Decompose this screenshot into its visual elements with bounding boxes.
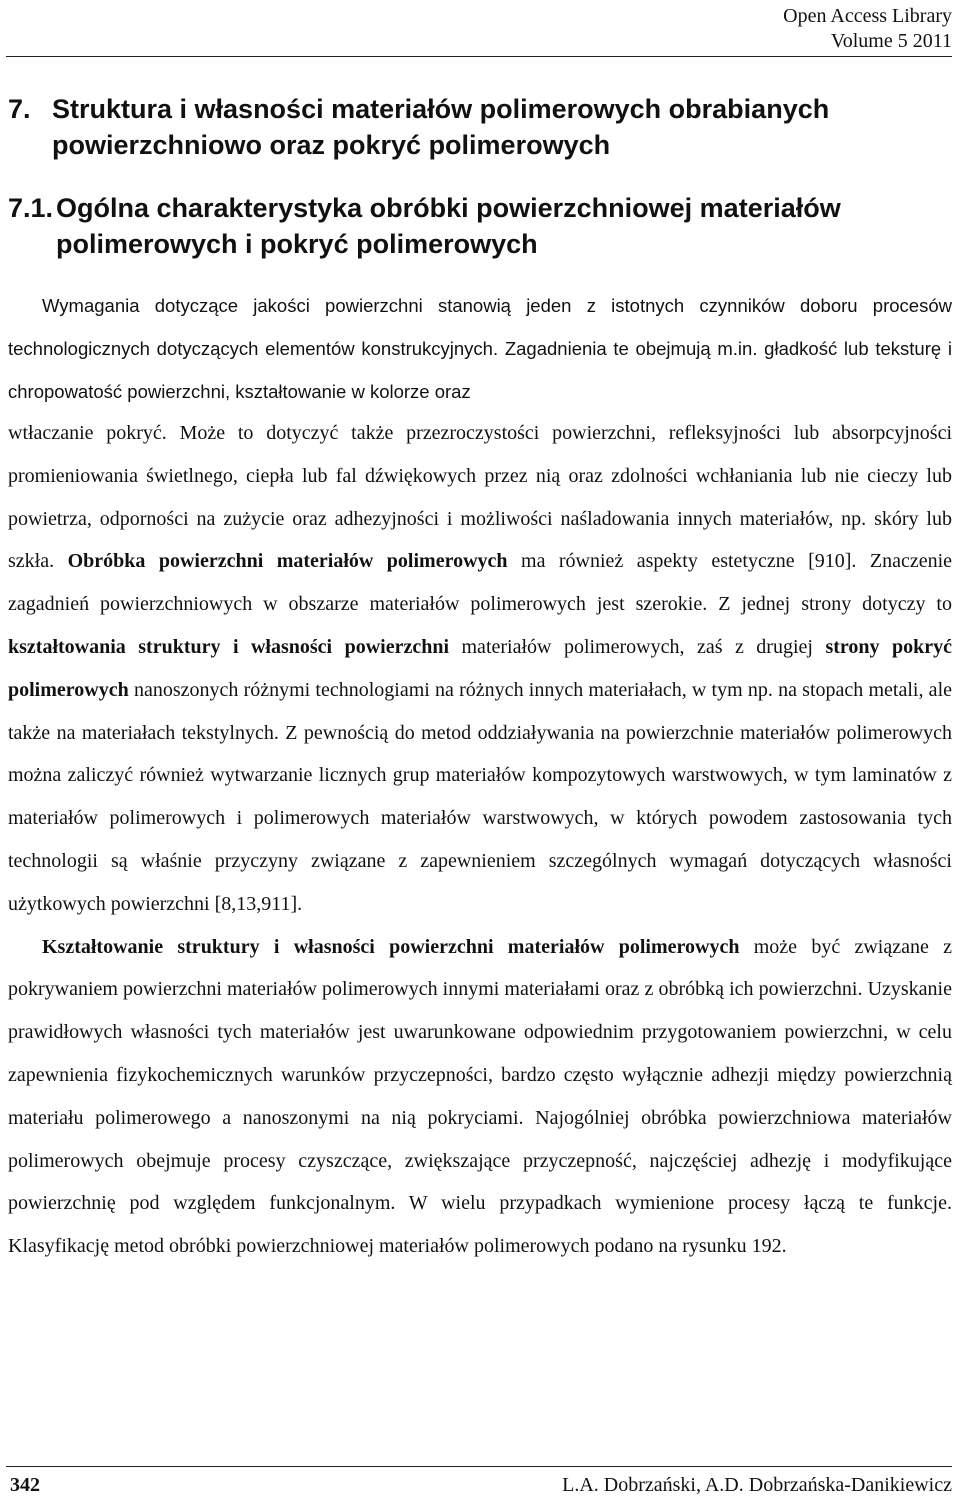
journal-name: Open Access Library [783,5,952,27]
page-number: 342 [10,1474,40,1496]
chapter-number: 7. [8,94,31,124]
chapter-title: Struktura i własności materiałów polimerowych obrabianych powierzchniowo oraz pokryć polimerowych [52,94,830,160]
bold-term: Kształtowanie struktury i własności powierzchni materiałów polimerowych [42,935,740,958]
body-text [8,412,952,1268]
running-header [783,4,952,54]
bold-term: Obróbka powierzchni materiałów polimerowych [67,550,508,573]
footer-authors: L.A. Dobrzański, A.D. Dobrzańska-Danikiewicz [562,1474,952,1496]
journal-volume: Volume 5 2011 [830,30,952,52]
bold-term: kształtowania struktury i własności powierzchni [8,635,450,658]
section-title: Ogólna charakterystyka obróbki powierzchniowej materiałów polimerowych i pokryć polimerowych [56,193,841,259]
bold-term: strony pokryć polimerowych [8,635,952,701]
footer-divider [6,1466,952,1467]
intro-paragraph: Wymagania dotyczące jakości powierzchni stanowią jeden z istotnych czynników doboru procesów technologicznych dotyczących elementów konstrukcyjnych. Zagadnienia te obejmują m.in. gładkość lub teksturę i chropowatość powierzchni, kształtowanie w kolorze oraz [8,295,952,402]
section-number: 7.1. [8,193,54,223]
paragraph-2: Kształtowanie struktury i własności powierzchni materiałów polimerowych może być związane z pokrywaniem powierzchni materiałów polimerowych innymi materiałami oraz z obróbką ich powierzchni. Uzyskanie prawidłowych własności tych materiałów jest uwarunkowane odpowiednim przygotowaniem powierzchni, w celu zapewnienia fizykochemicznych warunków przyczepności, bardzo często wyłącznie adhezji między powierzchnią materiału polimerowego a nanoszonymi na nią pokryciami. Najogólniej obróbka powierzchniowa materiałów polimerowych obejmuje procesy czyszczące, zwiększające przyczepność, najczęściej adhezję i modyfikujące powierzchnię pod względem funkcjonalnym. W wielu przypadkach wymienione procesy łączą te funkcje. Klasyfikację metod obróbki powierzchniowej materiałów polimerowych podano na rysunku 192. [8,935,953,1258]
chapter-heading [8,91,938,163]
paragraph-1: wtłaczanie pokryć. Może to dotyczyć także przezroczystości powierzchni, refleksyjności lub absorpcyjności promieniowania świetlnego, ciepła lub fal dźwiękowych przez nią oraz zdolności wchłaniania lub nie cieczy lub powietrza, odporności na zużycie oraz adhezyjności i możliwości naśladowania innych materiałów, np. skóry lub szkła. Obróbka powierzchni materiałów polimerowych ma również aspekty estetyczne [910]. Znaczenie zagadnień powierzchniowych w obszarze materiałów polimerowych jest szerokie. Z jednej strony dotyczy to kształtowania struktury i własności powierzchni materiałów polimerowych, zaś z drugiej strony pokryć polimerowych nanoszonych różnymi technologiami na różnych innych materiałach, w tym np. na stopach metali, ale także na materiałach tekstylnych. Z pewnością do metod oddziaływania na powierzchnie materiałów polimerowych można zaliczyć również wytwarzanie licznych grup materiałów kompozytowych warstwowych, w tym laminatów z materiałów polimerowych i polimerowych materiałów warstwowych, w których powodem zastosowania tych technologii są właśnie przyczyny związane z zapewnieniem szczególnych wymagań dotyczących własności użytkowych powierzchni [8,13,911]. [8,422,953,915]
header-divider [6,56,952,57]
section-heading [8,190,938,262]
